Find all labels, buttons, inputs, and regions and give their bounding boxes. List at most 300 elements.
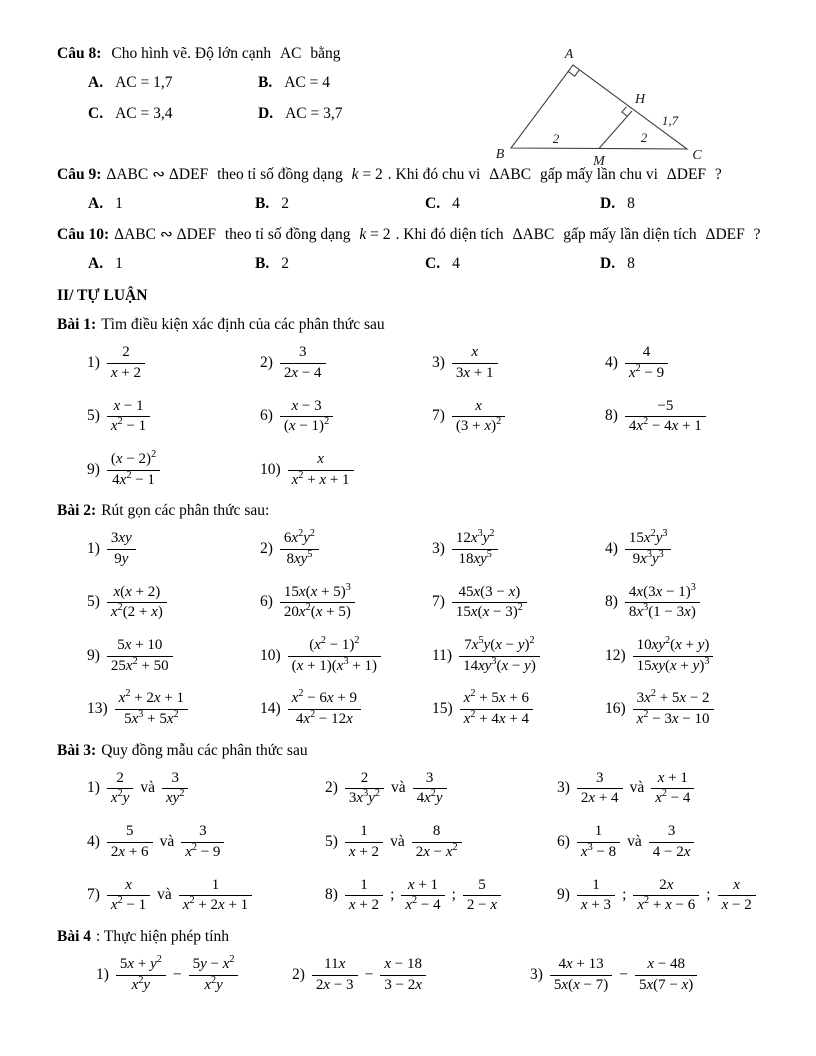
fraction-denominator: $14xy^3(x - y)$ [459, 656, 540, 676]
option-label: B. [255, 194, 270, 212]
item-number: 10) [260, 460, 281, 478]
fraction-numerator: $15x(x + 5)^3$ [283, 581, 351, 600]
option-label: C. [88, 104, 104, 122]
item-number: 1) [96, 965, 109, 983]
fraction-denominator: $(x + 1)(x^3 + 1)$ [288, 656, 381, 676]
item-number: 8) [325, 886, 338, 904]
fraction [107, 398, 150, 436]
length-bm-label: 2 [552, 131, 560, 146]
math-expression: k = 2 [351, 165, 383, 183]
fraction-denominator: $4x^2 - 12x$ [288, 709, 361, 729]
fraction-numerator: 5x + 10 [117, 637, 163, 654]
text-run: gấp mấy lần chu vi [536, 165, 662, 183]
fraction [280, 344, 326, 382]
fraction-denominator: 2x + 6 [107, 842, 153, 862]
option-value: 1 [115, 254, 123, 272]
fraction [460, 690, 533, 728]
exercise-item [325, 770, 557, 808]
fraction-numerator: $5y - x^2$ [192, 953, 235, 972]
fraction-denominator: 5x(x − 7) [550, 975, 612, 995]
exercise-bai-4 [57, 927, 776, 994]
exercise-2-head [57, 501, 776, 522]
option-value: 2 [281, 254, 289, 272]
fraction [625, 581, 700, 622]
exercise-item [260, 690, 432, 728]
exercise-4-desc: : Thực hiện phép tính [96, 927, 229, 945]
fraction-denominator: $9x^3y^3$ [625, 549, 672, 569]
fraction [718, 877, 756, 915]
question-9-label: Câu 9: [57, 165, 102, 183]
option-value: 1 [115, 194, 123, 212]
math-expression: ΔDEF [666, 165, 707, 183]
answer-option [600, 194, 776, 215]
answer-option [258, 73, 468, 94]
text-run: và [390, 779, 406, 797]
math-expression: ΔABC ∾ ΔDEF [114, 225, 216, 243]
fraction-numerator: x − 3 [291, 397, 322, 414]
fraction [107, 770, 133, 808]
exercise-item [557, 770, 776, 808]
exercise-item [432, 637, 605, 675]
text-run: và [140, 779, 155, 797]
length-mc-label: 2 [640, 130, 648, 145]
item-number: 11) [432, 646, 453, 664]
option-value: AC = 4 [284, 73, 330, 91]
fraction [345, 877, 383, 915]
fraction-denominator: 5x(7 − x) [635, 975, 697, 995]
fraction [651, 770, 694, 808]
item-number: 7) [432, 593, 445, 611]
fraction-numerator: x − 48 [647, 955, 685, 972]
exercise-1-head [57, 315, 776, 336]
fraction-denominator: $8xy^5$ [280, 549, 319, 569]
answer-option [258, 104, 468, 125]
option-label: A. [88, 194, 104, 212]
text-run: Cho hình vẽ. Độ lớn cạnh [111, 45, 275, 62]
exercise-item [605, 690, 776, 728]
fraction-numerator: 1 [592, 876, 600, 893]
item-number: 12) [605, 646, 626, 664]
fraction-denominator: $x^2 + 2x + 1$ [179, 895, 252, 915]
fraction [107, 584, 167, 622]
fraction-denominator: $5x^3 + 5x^2$ [115, 709, 188, 729]
exercise-item [530, 956, 776, 994]
fraction [452, 344, 498, 382]
fraction-denominator: $4x^2y$ [413, 788, 447, 808]
fraction [401, 877, 444, 915]
fraction-denominator: 2x − 4 [280, 363, 326, 383]
text-run: theo tỉ số đồng dạng [213, 165, 347, 183]
fraction-numerator: 1 [594, 823, 603, 840]
fraction-denominator: $4x^2 - 1$ [107, 470, 160, 490]
item-number: 8) [605, 593, 618, 611]
fraction [312, 956, 358, 994]
exercise-item [260, 451, 432, 489]
text-run: và [629, 779, 645, 797]
fraction [116, 953, 166, 994]
fraction [181, 823, 224, 861]
fraction-numerator: x [471, 344, 479, 361]
item-number: 3) [432, 354, 445, 372]
item-number: 1) [87, 540, 100, 558]
exercise-bai-3 [57, 741, 776, 915]
fraction [280, 530, 319, 568]
option-value: 8 [627, 194, 635, 212]
exercise-item [87, 770, 325, 808]
fraction [633, 877, 699, 915]
exercise-item [260, 344, 432, 382]
fraction [288, 637, 381, 675]
text-run: ; [451, 886, 456, 904]
item-number: 5) [87, 593, 100, 611]
item-number: 2) [260, 354, 273, 372]
answer-option [88, 73, 258, 94]
exercise-item [605, 530, 776, 568]
fraction-numerator: 2 [122, 344, 130, 361]
vertex-c-label: C [692, 148, 702, 163]
fraction-denominator: x + 2 [345, 842, 383, 862]
fraction-numerator: $10xy^2(x + y)$ [636, 635, 710, 654]
question-10-text [114, 226, 765, 243]
text-run: và [157, 886, 172, 904]
item-number: 13) [87, 700, 108, 718]
text-run: và [159, 832, 175, 850]
fraction [107, 344, 145, 382]
fraction [452, 584, 527, 622]
item-number: 2) [260, 540, 273, 558]
exercise-item [432, 530, 605, 568]
item-number: 2) [292, 965, 305, 983]
math-expression: k = 2 [359, 225, 391, 243]
exercise-item [87, 584, 260, 622]
text-run: − [364, 965, 374, 983]
item-number: 16) [605, 700, 626, 718]
exercise-item [260, 637, 432, 675]
exercise-item [87, 344, 260, 382]
fraction-denominator: $(3 + x)^2$ [452, 416, 505, 436]
fraction [280, 581, 355, 622]
option-label: A. [88, 254, 104, 272]
item-number: 9) [557, 886, 570, 904]
text-run: . Khi đó diện tích [395, 225, 508, 243]
fraction [635, 956, 697, 994]
fraction-numerator: $(x^2 - 1)^2$ [309, 635, 360, 654]
option-value: 8 [627, 254, 635, 272]
text-run: ; [706, 886, 711, 904]
item-number: 14) [260, 700, 281, 718]
question-10 [57, 225, 776, 246]
fraction-denominator: $x^2(2 + x)$ [107, 602, 167, 622]
exercise-item [87, 823, 325, 861]
item-number: 3) [530, 965, 543, 983]
fraction [179, 877, 252, 915]
fraction-denominator: $x^2 - 3x - 10$ [633, 709, 714, 729]
exercise-item [260, 398, 432, 436]
answer-option [425, 194, 600, 215]
fraction-denominator: $x^2 + x + 1$ [288, 470, 354, 490]
option-label: A. [88, 73, 104, 91]
fraction-denominator: 2 − x [463, 895, 501, 915]
exercise-2-desc: Rút gọn các phân thức sau: [101, 502, 270, 520]
exercise-item [557, 877, 776, 915]
fraction-numerator: x [125, 876, 132, 893]
item-number: 15) [432, 700, 453, 718]
point-m-label: M [593, 154, 605, 169]
answer-option [88, 254, 255, 275]
exercise-4-title: Bài 4 [57, 927, 92, 945]
item-number: 6) [260, 407, 273, 425]
triangle-sides [511, 65, 687, 149]
exercise-item [432, 584, 605, 622]
exercise-item [557, 823, 776, 861]
question-10-options [57, 254, 776, 275]
text-run: và [627, 832, 642, 850]
exercise-item [87, 398, 260, 436]
fraction-denominator: $xy^2$ [162, 788, 188, 808]
fraction [577, 877, 615, 915]
fraction-denominator: $4x^2 - 4x + 1$ [625, 416, 706, 436]
item-number: 9) [87, 460, 100, 478]
fraction-numerator: $x^2 - 6x + 9$ [291, 688, 358, 707]
fraction-numerator: 5 [478, 876, 486, 893]
question-9-options [57, 194, 776, 215]
fraction [115, 690, 188, 728]
fraction-numerator: 1 [360, 876, 368, 893]
option-value: 4 [452, 254, 460, 272]
fraction-denominator: $15xy(x + y)^3$ [633, 656, 714, 676]
text-run: theo tỉ số đồng dạng [220, 225, 355, 243]
fraction-numerator: x + 1 [657, 769, 688, 786]
text-run: . Khi đó chu vi [387, 165, 485, 183]
item-number: 7) [87, 886, 100, 904]
fraction [633, 637, 714, 675]
fraction [463, 877, 501, 915]
fraction-numerator: x + 1 [407, 876, 439, 893]
fraction-numerator: 11x [324, 955, 346, 972]
fraction [288, 690, 361, 728]
fraction [452, 530, 499, 568]
fraction-numerator: 3 [595, 769, 604, 786]
fraction-numerator: $3x^2 + 5x - 2$ [636, 688, 710, 707]
fraction-numerator: $15x^2y^3$ [628, 528, 668, 547]
fraction-denominator: $x^2y$ [107, 788, 133, 808]
fraction [162, 770, 188, 808]
fraction [107, 637, 173, 675]
option-label: D. [600, 194, 616, 212]
text-run: ? [749, 225, 761, 243]
fraction-numerator: 4 [642, 344, 651, 361]
item-number: 9) [87, 646, 100, 664]
fraction-numerator: x [317, 451, 324, 468]
item-number: 6) [557, 832, 570, 850]
exercise-3-title: Bài 3: [57, 741, 97, 759]
answer-option [88, 104, 258, 125]
text-run: và [390, 832, 405, 850]
fraction-denominator: $x^2 - 9$ [181, 842, 224, 862]
fraction-denominator: $20x^2(x + 5)$ [280, 602, 355, 622]
option-value: AC = 1,7 [115, 73, 173, 91]
item-number: 4) [605, 540, 618, 558]
fraction [107, 823, 153, 861]
option-label: C. [425, 194, 441, 212]
math-expression: ΔABC ∾ ΔDEF [106, 165, 209, 183]
math-expression: ΔABC [512, 225, 555, 243]
fraction-denominator: $8x^3(1 - 3x)$ [625, 602, 700, 622]
answer-option [425, 254, 600, 275]
exercise-3-items [57, 770, 776, 915]
option-value: AC = 3,7 [285, 104, 343, 122]
length-hc-label: 1,7 [661, 113, 679, 128]
right-angle-at-a-icon [568, 70, 579, 77]
item-number: 1) [87, 779, 100, 797]
exercise-item [87, 451, 260, 489]
exercise-3-head [57, 741, 776, 762]
fraction [380, 956, 426, 994]
fraction [288, 451, 354, 489]
vertex-a-label: A [564, 47, 574, 62]
fraction-numerator: $5x + y^2$ [119, 953, 162, 972]
item-number: 1) [87, 354, 100, 372]
fraction [412, 823, 462, 861]
fraction-numerator: x(x + 2) [113, 583, 161, 600]
answer-option [600, 254, 776, 275]
fraction-denominator: 3 − 2x [380, 975, 426, 995]
fraction-denominator: $2x - x^2$ [412, 842, 462, 862]
fraction-denominator: 9y [107, 549, 136, 569]
text-run: − [172, 965, 182, 983]
fraction-denominator: 3x + 1 [452, 363, 498, 383]
fraction-numerator: $(x - 2)^2$ [110, 449, 157, 468]
exercise-item [432, 398, 605, 436]
fraction [625, 530, 672, 568]
math-expression: ΔABC [489, 165, 532, 183]
item-number: 6) [260, 593, 273, 611]
exercise-item [260, 530, 432, 568]
vertex-b-label: B [495, 147, 505, 162]
fraction [345, 823, 383, 861]
fraction-numerator: $x^2 + 2x + 1$ [118, 688, 185, 707]
fraction-denominator: $25x^2 + 50$ [107, 656, 173, 676]
text-run: ; [622, 886, 627, 904]
fraction [577, 823, 620, 861]
exercise-item [260, 581, 432, 622]
section-title: II/ TỰ LUẬN [57, 287, 148, 305]
fraction [633, 690, 714, 728]
exercise-4-items [57, 953, 776, 994]
question-8-text [106, 45, 345, 62]
exercise-item [87, 637, 260, 675]
fraction-denominator: $x^2 - 4$ [651, 788, 694, 808]
question-8-label: Câu 8: [57, 45, 102, 62]
fraction [345, 770, 384, 808]
text-run: ? [711, 165, 722, 183]
fraction-denominator: $x^2 - 1$ [107, 895, 150, 915]
fraction [625, 398, 706, 436]
question-8-options [57, 73, 468, 125]
fraction-denominator: 2x − 3 [312, 975, 358, 995]
fraction-denominator: $x^2 + x - 6$ [633, 895, 699, 915]
fraction-numerator: 3xy [110, 530, 132, 547]
fraction-denominator: $x^2y$ [116, 975, 166, 995]
exercise-1-items [57, 344, 776, 489]
exercise-item [605, 344, 776, 382]
fraction [625, 344, 668, 382]
fraction-denominator: $3x^3y^2$ [345, 788, 384, 808]
fraction-numerator: 1 [211, 876, 220, 893]
fraction-numerator: 4x + 13 [558, 955, 604, 972]
exercise-item [325, 823, 557, 861]
fraction-numerator: x − 18 [384, 955, 422, 972]
fraction-numerator: 1 [360, 823, 368, 840]
answer-option [255, 254, 425, 275]
fraction [550, 956, 612, 994]
fraction-denominator: x + 2 [345, 895, 383, 915]
item-number: 5) [87, 407, 100, 425]
math-expression: AC [279, 45, 302, 62]
fraction [459, 637, 540, 675]
fraction-denominator: $x^2 + 4x + 4$ [460, 709, 533, 729]
fraction-numerator: 3 [298, 344, 307, 361]
answer-option [255, 194, 425, 215]
fraction-denominator: $(x - 1)^2$ [280, 416, 333, 436]
fraction-numerator: 3 [667, 823, 676, 840]
fraction-numerator: −5 [657, 397, 674, 414]
exercise-2-items [57, 530, 776, 729]
fraction-numerator: 45x(3 − x) [458, 583, 521, 600]
fraction-numerator: 2x [659, 876, 674, 893]
fraction [452, 398, 505, 436]
option-label: C. [425, 254, 441, 272]
exercise-1-desc: Tìm điều kiện xác định của các phân thức sau [101, 316, 385, 334]
fraction-denominator: $15x(x - 3)^2$ [452, 602, 527, 622]
fraction-denominator: $x^2 - 9$ [625, 363, 668, 383]
fraction [189, 953, 239, 994]
exercise-item [87, 530, 260, 568]
fraction-numerator: $12x^3y^2$ [455, 528, 495, 547]
option-label: B. [258, 73, 273, 91]
fraction-numerator: 3 [199, 823, 207, 840]
triangle-figure [482, 40, 722, 175]
fraction [280, 398, 333, 436]
fraction [107, 451, 160, 489]
text-run: bằng [306, 45, 341, 62]
item-number: 10) [260, 646, 281, 664]
fraction-numerator: 3 [425, 769, 434, 786]
exercise-item [432, 690, 605, 728]
item-number: 3) [432, 540, 445, 558]
fraction-denominator: 4 − 2x [649, 842, 695, 862]
fraction [413, 770, 447, 808]
fraction-numerator: x − 1 [113, 397, 144, 414]
exercise-item [87, 877, 325, 915]
fraction-denominator: $18xy^5$ [452, 549, 499, 569]
point-h-label: H [634, 92, 646, 107]
fraction-denominator: $x^2 - 1$ [107, 416, 150, 436]
fraction [107, 877, 150, 915]
fraction [107, 530, 136, 568]
item-number: 5) [325, 832, 338, 850]
exercise-item [325, 877, 557, 915]
fraction-denominator: $x^2 - 4$ [401, 895, 444, 915]
item-number: 7) [432, 407, 445, 425]
option-value: AC = 3,4 [115, 104, 173, 122]
text-run: gấp mấy lần diện tích [559, 225, 701, 243]
fraction-numerator: 5 [125, 823, 134, 840]
answer-option [88, 194, 255, 215]
item-number: 3) [557, 779, 570, 797]
fraction-numerator: $4x(3x - 1)^3$ [628, 581, 696, 600]
question-10-label: Câu 10: [57, 225, 110, 243]
